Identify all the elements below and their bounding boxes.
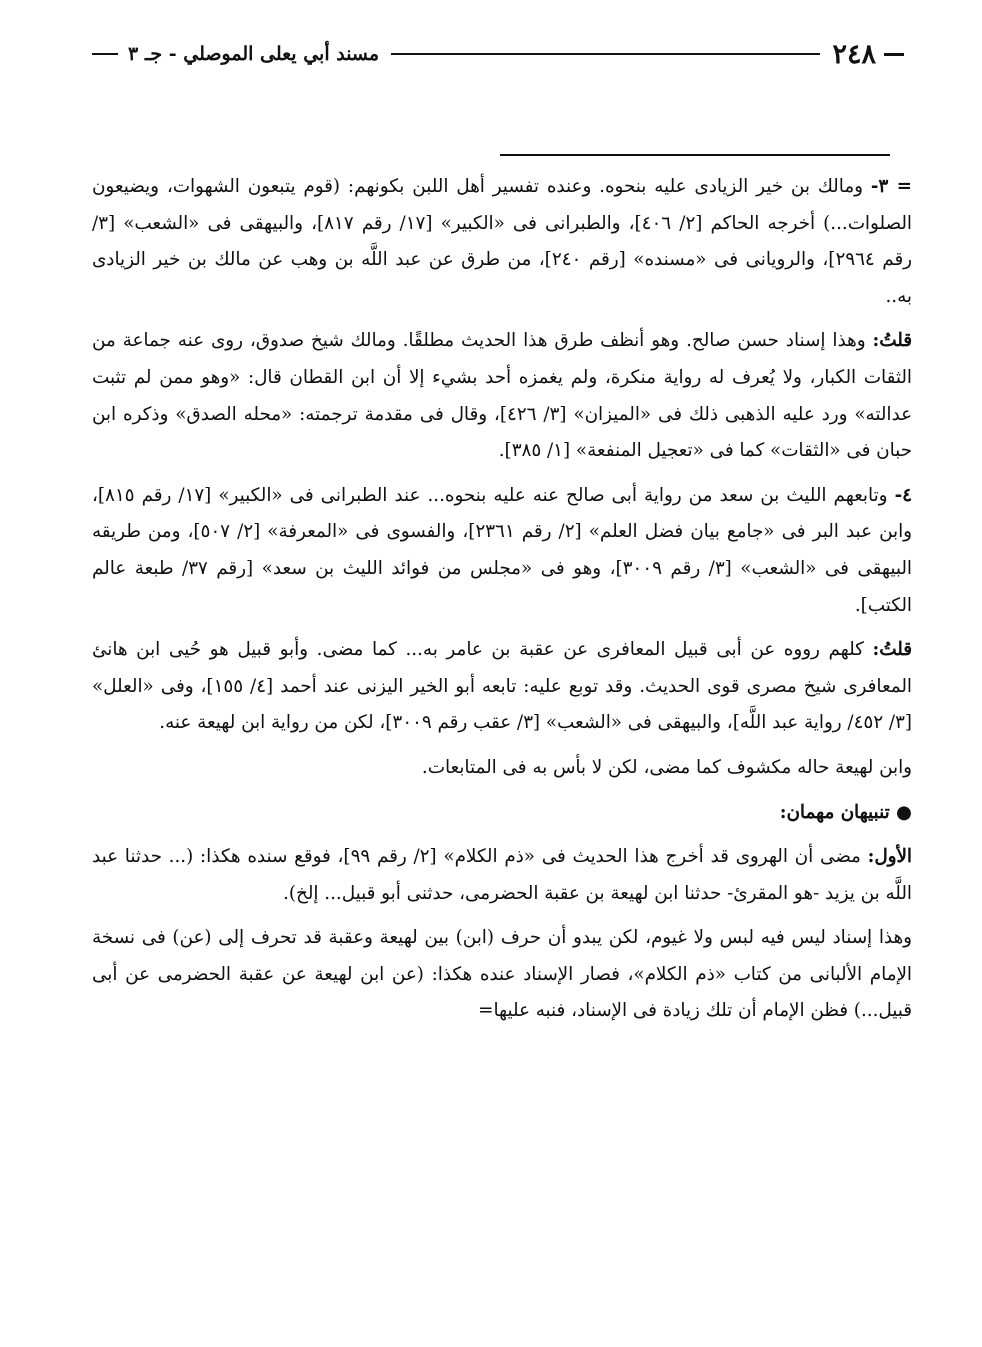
page-number-text: ٢٤٨ (832, 38, 876, 70)
paragraph-lead: ٤- (894, 484, 912, 506)
paragraph-lead: قلتُ: (872, 330, 912, 352)
paragraph-lead: الأول: (867, 846, 913, 868)
page-number-dash (884, 53, 904, 56)
paragraph-text: وابن لهيعة حاله مكشوف كما مضى، لكن لا بأس به فى المتابعات. (421, 756, 912, 778)
paragraph-lead: = ٣- (870, 176, 912, 197)
book-title-text: مسند أبي يعلى الموصلي - جـ ٣ (128, 43, 380, 65)
book-title (92, 43, 379, 65)
paragraph-text: مضى أن الهروى قد أخرج هذا الحديث فى «ذم الكلام» [٢/ رقم ٩٩]، فوقع سنده هكذا: (... حدثنا عبد اللَّه بن يزيد -هو المقرئ- حدثنا ابن لهيعة بن عقبة الحضرمى، حدثنى أبو قبيل... إلخ). (92, 846, 912, 904)
page-number (832, 39, 912, 70)
paragraph-qultu-1 (92, 323, 912, 469)
paragraph-lead: قلتُ: (872, 639, 912, 661)
paragraph-text: ومالك بن خير الزيادى عليه بنحوه. وعنده تفسير أهل اللبن بكونهم: (قوم يتبعون الشهوات، ويضيعون الصلوات...) أخرجه الحاكم [٢/ ٤٠٦]، والطبرانى فى «الكبير» [١٧/ رقم ٨١٧]، والبيهقى فى «الشعب» [٣/ رقم ٢٩٦٤]، والرويانى فى «مسنده» [رقم ٢٤٠]، من طرق عن عبد اللَّه بن وهب عن مالك بن خير الزيادى به.. (92, 176, 913, 307)
paragraph-first-note (92, 839, 912, 912)
paragraph-item-4 (92, 478, 912, 624)
paragraph-notes-heading (92, 795, 912, 832)
page-header (92, 38, 912, 70)
notes-heading: ● تنبيهان مهمان: (779, 801, 912, 823)
paragraph-text: كلهم رووه عن أبى قبيل المعافرى عن عقبة بن عامر به... كما مضى. وأبو قبيل هو حُيى ابن هانئ المعافرى شيخ مصرى قوى الحديث. وقد توبع عليه: تابعه أبو الخير اليزنى عند أحمد [٤/ ١٥٥]، وفى «العلل» [٣/ ٤٥٢/ رواية عبد اللَّه]، والبيهقى فى «الشعب» [٣/ عقب رقم ٣٠٠٩]، لكن من رواية ابن لهيعة عنه. (92, 639, 912, 734)
paragraph-item-3 (92, 169, 912, 315)
paragraph-text: وهذا إسناد حسن صالح. وهو أنظف طرق هذا الحديث مطلقًا. ومالك شيخ صدوق، روى عنه جماعة من الثقات الكبار، ولا يُعرف له رواية منكرة، ولم يغمزه أحد بشيء إلا أن ابن القطان قال: «وهو ممن لم تثبت عدالته» ورد عليه الذهبى ذلك فى «الميزان» [٣/ ٤٢٦]، وقال فى مقدمة ترجمته: «محله الصدق» وذكره ابن حبان فى «الثقات» كما فى «تعجيل المنفعة» [١/ ٣٨٥]. (92, 330, 912, 462)
paragraph-qultu-2 (92, 632, 912, 742)
footnote-separator-rule (500, 154, 890, 156)
paragraph-text: وهذا إسناد ليس فيه لبس ولا غيوم، لكن يبدو أن حرف (ابن) بين لهيعة وعقبة قد تحرف إلى (عن) فى نسخة الإمام الألبانى من كتاب «ذم الكلام»، فصار الإسناد عنده هكذا: (عن ابن لهيعة عن عقبة الحضرمى عن أبى قبيل...) فظن الإمام أن تلك زيادة فى الإسناد، فنبه عليها= (92, 927, 912, 1022)
book-title-dash (92, 53, 118, 55)
page-content (92, 169, 912, 1038)
header-rule (391, 53, 820, 55)
paragraph-text: وتابعهم الليث بن سعد من رواية أبى صالح عنه عليه بنحوه... عند الطبرانى فى «الكبير» [١٧/ رقم ٨١٥]، وابن عبد البر فى «جامع بيان فضل العلم» [٢/ رقم ٢٣٦١]، والفسوى فى «المعرفة» [٢/ ٥٠٧]، ومن طريقه البيهقى فى «الشعب» [٣/ رقم ٣٠٠٩]، وهو فى «مجلس من فوائد الليث بن سعد» [رقم ٣٧/ طبعة عالم الكتب]. (92, 484, 913, 616)
paragraph-ibn-lahia (92, 750, 912, 787)
paragraph-isnad-comment (92, 920, 912, 1030)
